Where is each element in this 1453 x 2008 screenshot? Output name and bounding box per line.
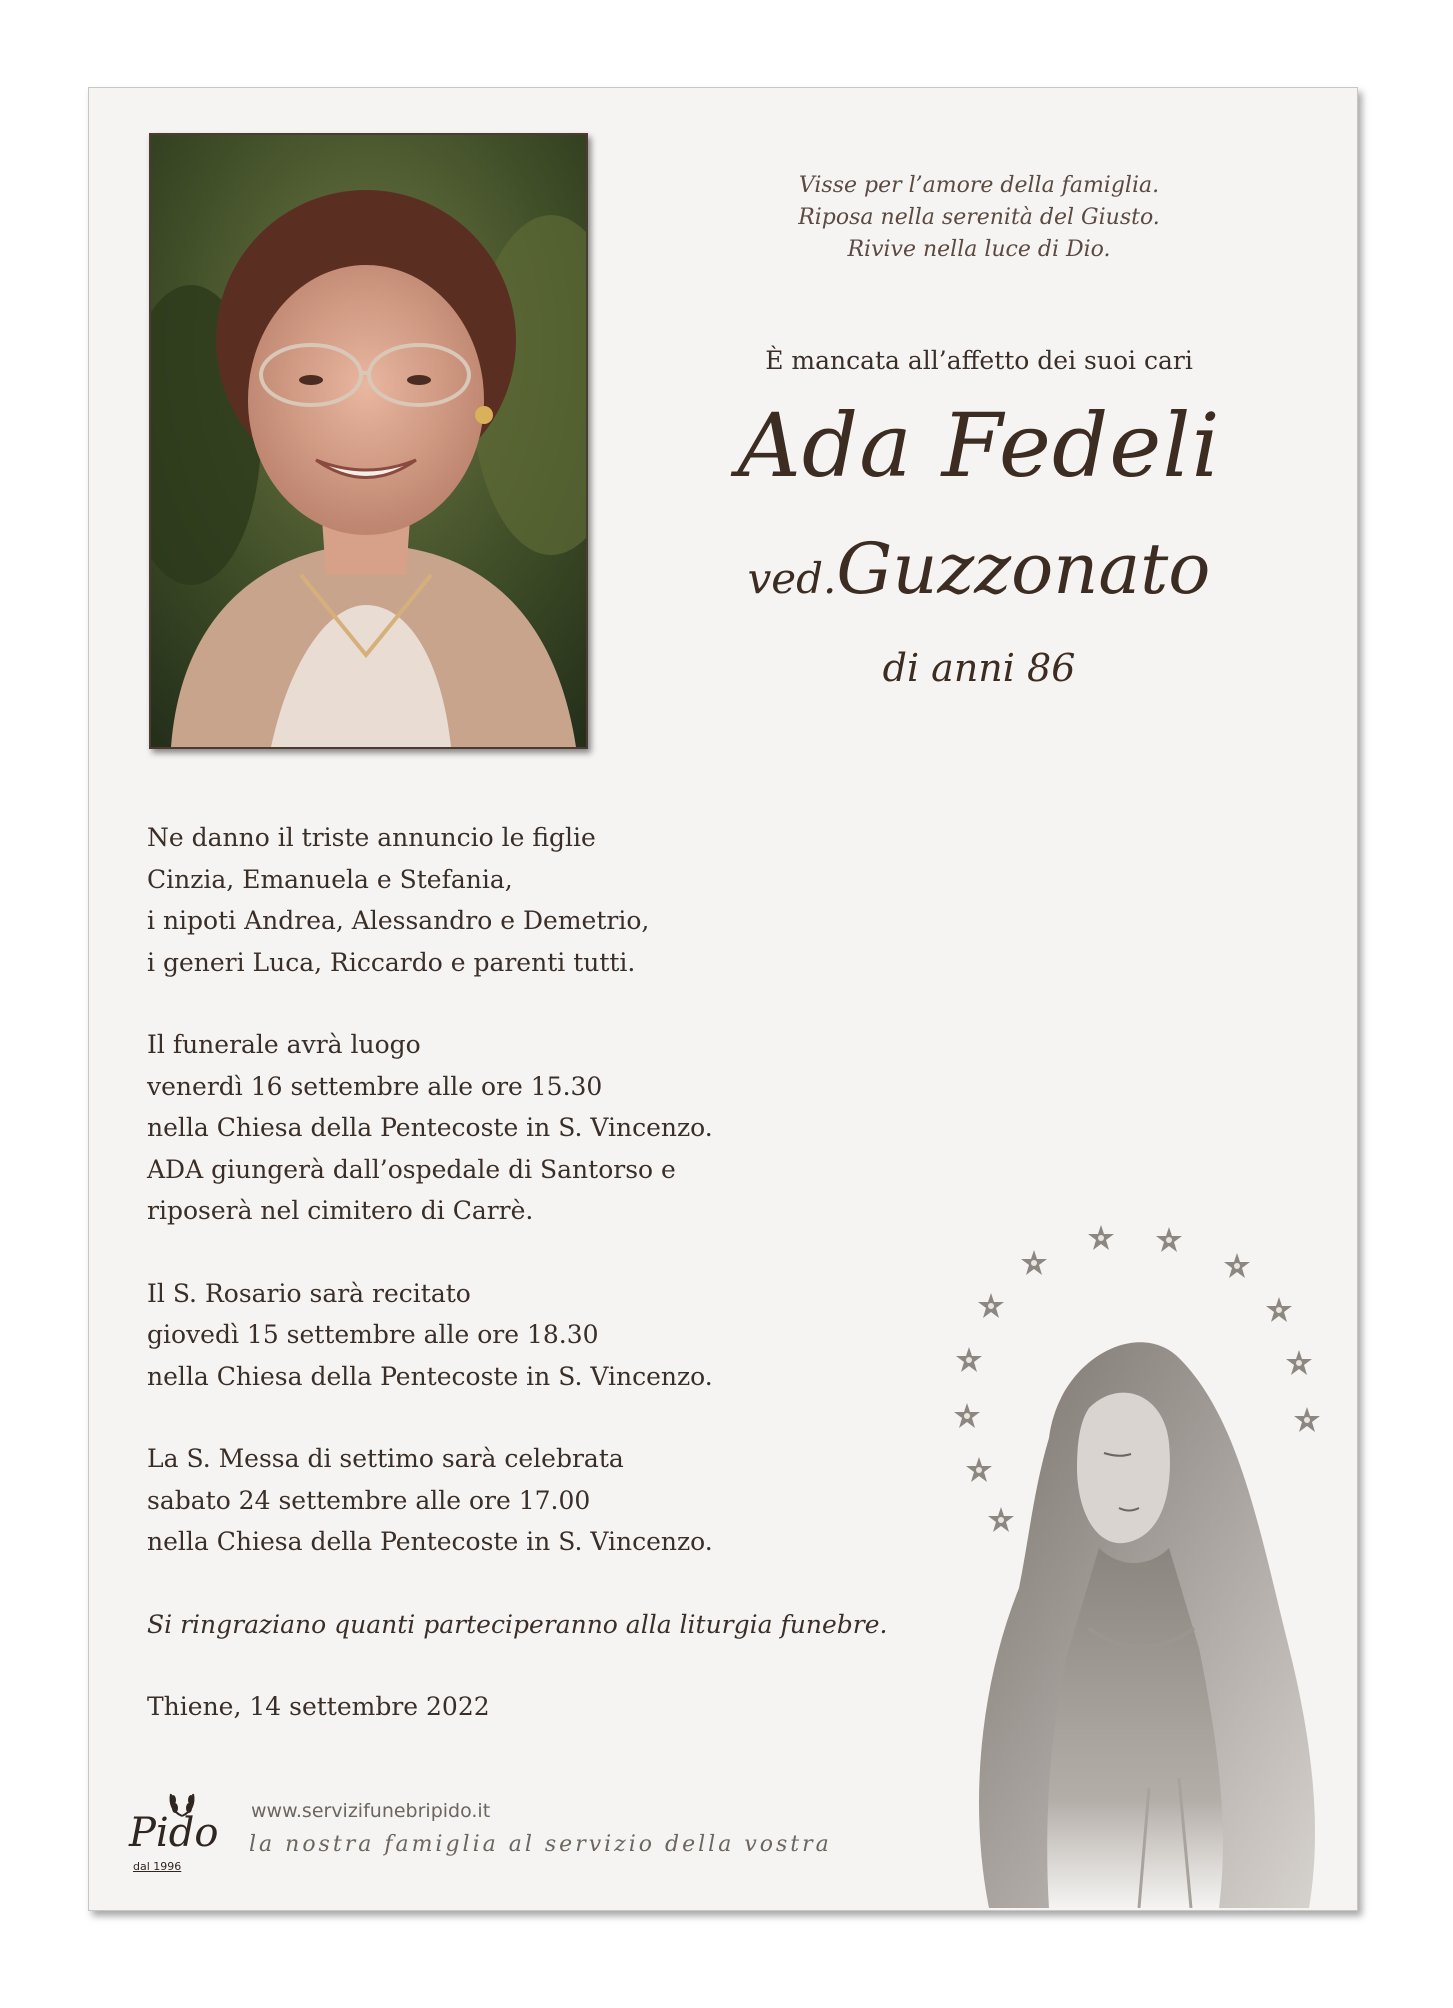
- rosary-line: giovedì 15 settembre alle ore 18.30: [147, 1320, 599, 1349]
- announcement-line: i nipoti Andrea, Alessandro e Demetrio,: [147, 906, 650, 935]
- ved-prefix: ved.: [747, 554, 837, 603]
- motto: [709, 170, 1249, 266]
- obituary-sheet: [88, 87, 1358, 1911]
- place-date: Thiene, 14 settembre 2022: [147, 1692, 490, 1721]
- funeral-line: Il funerale avrà luogo: [147, 1030, 421, 1059]
- funeral-line: ADA giungerà dall’ospedale di Santorso e: [147, 1154, 676, 1184]
- funeral-paragraph: [147, 1024, 967, 1232]
- logo-name: Pido: [129, 1810, 219, 1856]
- motto-line-2: Riposa nella serenità del Giusto.: [798, 205, 1160, 230]
- thanks-text: Si ringraziano quanti parteciperanno alla liturgia funebre.: [147, 1609, 888, 1639]
- married-name: Guzzonato: [836, 528, 1211, 610]
- deceased-name: Ada Fedeli: [737, 394, 1221, 497]
- married-name-line: [659, 528, 1299, 610]
- intro-text: È mancata all’affetto dei suoi cari: [765, 346, 1193, 375]
- funeral-line: nella Chiesa della Pentecoste in S. Vincenzo.: [147, 1113, 713, 1142]
- rosary-line: nella Chiesa della Pentecoste in S. Vincenzo.: [147, 1361, 713, 1391]
- announcement-line: i generi Luca, Riccardo e parenti tutti.: [147, 947, 636, 977]
- motto-line-3: Rivive nella luce di Dio.: [847, 237, 1111, 262]
- logo-since: dal 1996: [133, 1860, 182, 1873]
- funeral-line: riposerà nel cimitero di Carrè.: [147, 1196, 534, 1225]
- rosary-line: Il S. Rosario sarà recitato: [147, 1278, 471, 1308]
- tagline: la nostra famiglia al servizio della vostra: [249, 1832, 832, 1857]
- portrait-photo: [149, 133, 588, 749]
- deceased-age: di anni 86: [882, 646, 1076, 690]
- website-link[interactable]: www.servizifunebripido.it: [251, 1800, 491, 1822]
- motto-line-1: Visse per l’amore della famiglia.: [798, 173, 1160, 198]
- mass-line: nella Chiesa della Pentecoste in S. Vincenzo.: [147, 1527, 713, 1556]
- madonna-illustration: [819, 1208, 1349, 1908]
- announcement-line: Cinzia, Emanuela e Stefania,: [147, 864, 513, 894]
- mass-line: La S. Messa di settimo sarà celebrata: [147, 1444, 624, 1473]
- announcement-paragraph: [147, 817, 967, 983]
- announcement-line: Ne danno il triste annuncio le figlie: [147, 823, 596, 852]
- funeral-line: venerdì 16 settembre alle ore 15.30: [147, 1071, 603, 1101]
- mass-line: sabato 24 settembre alle ore 17.00: [147, 1485, 591, 1515]
